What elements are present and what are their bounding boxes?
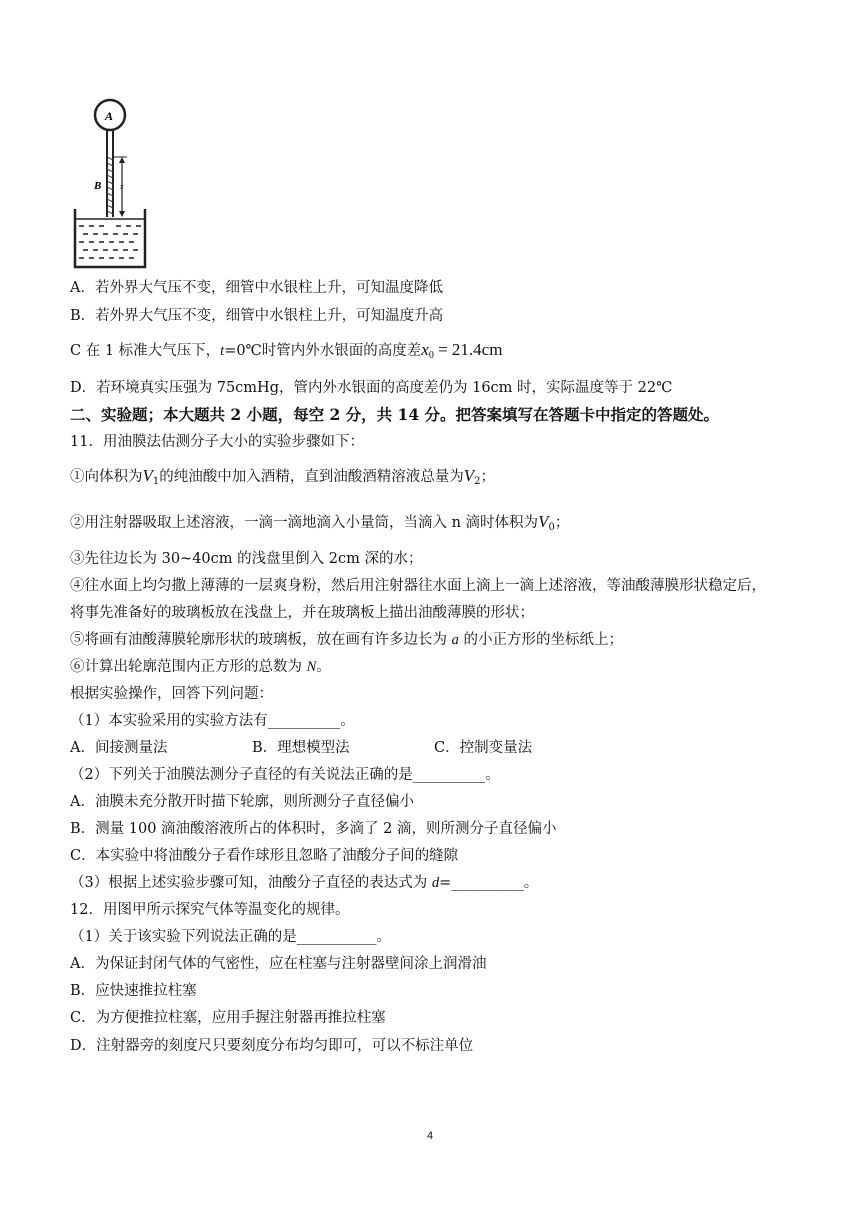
- q11-part-1-option-a: A．间接测量法: [70, 740, 168, 756]
- q11-step-2: [70, 512, 569, 538]
- q11-step-2-v-sub: 0: [548, 522, 555, 533]
- q12-intro: 12．用图甲所示探究气体等温变化的规律。: [70, 902, 350, 918]
- q11-step-6: [70, 657, 331, 677]
- q11-step-2-c: ；: [554, 515, 570, 531]
- q11-part-2-option-c: C．本实验中将油酸分子看作球形且忽略了油酸分子间的缝隙: [70, 848, 459, 864]
- q10-option-c-var: x: [421, 340, 429, 359]
- height-label: x: [120, 182, 124, 191]
- q11-part-1-options: [70, 738, 532, 758]
- q12-option-a: A．为保证封闭气体的气密性，应在柱塞与注射器壁间涂上润滑油: [70, 956, 487, 972]
- q11-part-2-option-b: B．测量 100 滴油酸溶液所占的体积时，多滴了 2 滴，则所测分子直径偏小: [70, 821, 557, 837]
- q12-option-b: B．应快速推拉柱塞: [70, 983, 197, 999]
- q12-option-c: C．为方便推拉柱塞，应用手握注射器再推拉柱塞: [70, 1010, 386, 1026]
- q10-option-c-sub: 0: [428, 350, 434, 361]
- q10-option-d: D．若环境真实压强为 75cmHg，管内外水银面的高度差仍为 16cm 时，实际温度等于 22℃: [70, 380, 673, 396]
- q12-option-d: D．注射器旁的刻度尺只要刻度分布均匀即可，可以不标注单位: [70, 1038, 474, 1054]
- q11-step-1: [70, 466, 495, 492]
- q11-step-5-a: ⑤将画有油酸薄膜轮廓形状的玻璃板，放在画有许多边长为: [70, 632, 452, 648]
- q10-option-c: [70, 340, 502, 366]
- section-heading: 二、实验题；本大题共 2 小题，每空 2 分，共 14 分。把答案填写在答题卡中指定的答题处。: [70, 405, 720, 424]
- q10-option-c-mid: =0℃时管内外水银面的高度差: [224, 343, 422, 359]
- q11-step-5: [70, 630, 623, 650]
- q11-prompt: 根据实验操作，回答下列问题：: [70, 686, 273, 702]
- q11-step-3: ③先往边长为 30~40cm 的浅盘里倒入 2cm 深的水；: [70, 551, 423, 567]
- q11-step-6-var: N: [306, 659, 317, 675]
- apparatus-figure: [70, 97, 150, 269]
- q10-option-c-eq: = 21.4cm: [433, 340, 503, 359]
- q11-step-1-v2: V: [463, 466, 475, 485]
- q11-step-4-line1: ④往水面上均匀撒上薄薄的一层爽身粉，然后用注射器往水面上滴上一滴上述溶液，等油酸薄膜形状稳定后，: [70, 578, 766, 594]
- q11-step-6-b: 。: [316, 659, 331, 675]
- q11-step-2-a: ②用注射器吸取上述溶液，一滴一滴地滴入小量筒，当滴入 n 滴时体积为: [70, 515, 539, 531]
- q11-part-3-b: =__________。: [439, 875, 539, 891]
- q11-step-6-a: ⑥计算出轮廓范围内正方形的总数为: [70, 659, 307, 675]
- q11-step-1-v1-sub: 1: [152, 476, 160, 487]
- q11-step-5-b: 的小正方形的坐标纸上；: [458, 632, 623, 648]
- q11-part-1-option-c: C．控制变量法: [434, 740, 533, 756]
- page-number: 4: [426, 1130, 434, 1142]
- q10-option-c-prefix: C 在 1 标准大气压下，: [70, 343, 221, 359]
- q11-step-2-v: V: [538, 512, 549, 531]
- q11-step-1-v2-sub: 2: [474, 476, 481, 487]
- tube-label: B: [94, 180, 102, 192]
- q12-part-1: （1）关于该实验下列说法正确的是___________。: [70, 929, 391, 945]
- q11-step-1-b: 的纯油酸中加入酒精，直到油酸酒精溶液总量为: [159, 469, 464, 485]
- q10-option-a: A．若外界大气压不变，细管中水银柱上升，可知温度降低: [70, 280, 443, 296]
- q11-part-3-a: （3）根据上述实验步骤可知，油酸分子直径的表达式为: [70, 875, 432, 891]
- q11-step-5-var: a: [451, 632, 459, 648]
- q10-option-c-t: t: [220, 343, 225, 359]
- q11-intro: 11．用油膜法估测分子大小的实验步骤如下：: [70, 434, 364, 450]
- bulb-label: A: [105, 109, 114, 123]
- q10-option-b: B．若外界大气压不变，细管中水银柱上升，可知温度升高: [70, 308, 444, 324]
- q11-step-1-v1: V: [142, 466, 153, 485]
- q11-part-2-option-a: A．油膜未充分散开时描下轮廓，则所测分子直径偏小: [70, 794, 414, 810]
- q11-part-2: （2）下列关于油膜法测分子直径的有关说法正确的是__________。: [70, 767, 500, 783]
- q11-step-1-c: ；: [480, 469, 496, 485]
- q11-part-1: （1）本实验采用的实验方法有__________。: [70, 713, 355, 729]
- q11-step-1-a: ①向体积为: [70, 469, 143, 485]
- q11-part-3: [70, 873, 538, 893]
- q11-step-4-line2: 将事先准备好的玻璃板放在浅盘上，并在玻璃板上描出油酸薄膜的形状；: [70, 605, 534, 621]
- q11-part-3-var: d: [431, 875, 440, 891]
- q11-part-1-option-b: B．理想模型法: [252, 740, 350, 756]
